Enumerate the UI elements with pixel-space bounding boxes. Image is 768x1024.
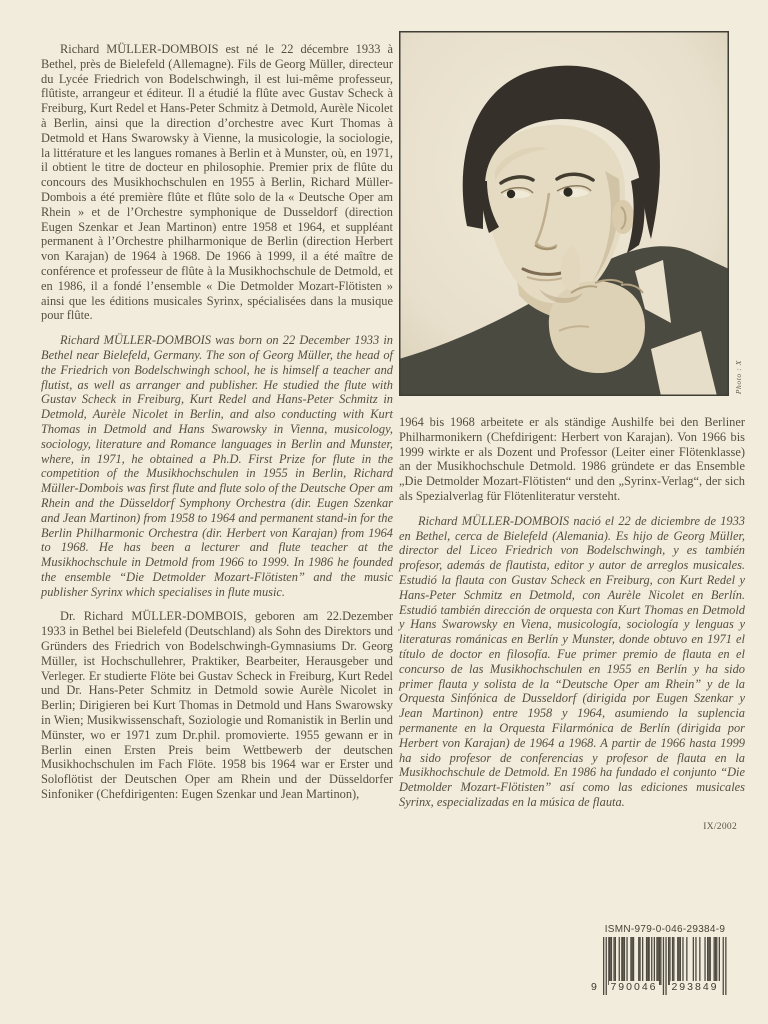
paragraph-spanish: Richard MÜLLER-DOMBOIS nació el 22 de diciembre de 1933 en Bethel, cerca de Bielefeld (Alemania). Es hijo de Georg Müller, director del Liceo Friedrich von Bodelschwingh, y es también profesor, además de flautista, editor y autor de arreglos musicales. Estudió la flauta con Gustav Scheck en Freiburg, con Kurt Redel y Hans-Peter Schmitz en Detmold, con Aurèle Nicolet en Berlín. Estudió también dirección de orquesta con Kurt Thomas en Detmold y Hans Swarowsky en Viena, musicología, sociología y lenguas y literaturas románicas en Berlín y Munster, donde obtuvo en 1971 el título de doctor en filosofía. Fue primer premio de flauta en el concurso de las Musikhochschulen en 1955 en Berlín y ha sido primer flauta y solista de la “Deutsche Oper am Rhein” y de la Orquesta Sinfónica de Dusseldorf (dirigida por Eugen Szenkar y Jean Martinon) entre 1958 y 1964, asumiendo la suplencia permanente en la Orquesta Filarmónica de Berlín (dirigida por Herbert von Karajan) de 1964 a 1968. A partir de 1966 hasta 1999 ha sido profesor de conferencias y profesor de flauta en la Musikhochschule de Detmold. En 1986 ha fundado el conjunto “Die Detmolder Mozart-Flötisten” así como las ediciones musicales Syrinx, especializadas en la música de flauta.	[399, 513, 745, 809]
right-column	[399, 31, 745, 835]
barcode-block	[590, 924, 740, 997]
photo-credit: Photo : X	[734, 359, 743, 394]
paragraph-german-continued: 1964 bis 1968 arbeitete er als ständige Aushilfe bei den Berliner Philharmonikern (Chefdirigent: Herbert von Karajan). Von 1966 bis 1999 wirkte er als Dozent und Professor (Leiter einer Flötenklasse) an der Musikhochschule Detmold. 1986 gründete er das Ensemble „Die Detmolder Mozart-Flötisten“ und den „Syrinx-Verlag“, der sich als Spezialverlag für Flötenliteratur versteht.	[399, 415, 745, 503]
ismn-label: ISMN-979-0-046-29384-9	[604, 924, 726, 935]
portrait-photo	[399, 31, 729, 396]
paragraph-english: Richard MÜLLER-DOMBOIS was born on 22 December 1933 in Bethel near Bielefeld, Germany. The son of Georg Müller, the head of the Friedrich von Bodelschwingh school, he is himself a teacher and flutist, as well as arranger and publisher. He studied the flute with Gustav Scheck in Freiburg, Kurt Redel and Hans-Peter Schmitz in Detmold, Aurèle Nicolet in Berlin, and also conducting with Kurt Thomas in Detmold and Hans Swarowsky in Vienna, musicology, sociology, literature and Romance languages in Berlin and Munster, where, in 1971, he obtained a Ph.D. First Prize for flute in the competition of the Musikhochschulen in 1955 in Berlin, Richard Müller-Dombois was first flute and flute solo of the Deutsche Oper am Rhein and the Düsseldorf Symphony Orchestra (dir. Eugen Szenkar and Jean Martinon) from 1958 to 1964 and permanent stand-in for the Berlin Philharmonic Orchestra (dir. Herbert von Karajan) from 1964 to 1968. He has been a lecturer and flute teacher at the Musikhochschule in Detmold from 1966 to 1999. In 1986 he founded the ensemble “Die Detmolder Mozart-Flötisten” and the music publisher Syrinx which specialises in flute music.	[41, 333, 393, 599]
edition-mark: IX/2002	[703, 821, 737, 832]
paragraph-french: Richard MÜLLER-DOMBOIS est né le 22 décembre 1933 à Bethel, près de Bielefeld (Allemagne). Fils de Georg Müller, directeur du Lycée Friedrich von Bodelschwingh, il est lui-même professeur, flûtiste, arrangeur et éditeur. Il a étudié la flûte avec Gustav Scheck à Freiburg, Kurt Redel et Hans-Peter Schmitz à Detmold, Aurèle Nicolet à Berlin, ainsi que la direction d’orchestre avec Kurt Thomas à Detmold et Hans Swarowsky à Vienne, la musicologie, la sociologie, la littérature et les langues romanes à Berlin et à Munster, où, en 1971, il obtient le titre de docteur en philosophie. Premier prix de flûte du concours des Musikhochschulen en 1955 à Berlin, Richard Müller-Dombois a été première flûte et flûte solo de la « Deutsche Oper am Rhein » et de l’Orchestre symphonique de Dusseldorf (direction Eugen Szenkar et Jean Martinon) entre 1958 et 1964, et suppléant permanent à l’Orchestre philharmonique de Berlin (direction Herbert von Karajan) de 1964 à 1968. De 1966 à 1999, il a été maître de conférence et professeur de flûte à la Musikhochschule de Detmold, et en 1986, il a fondé l’ensemble « Die Detmolder Mozart-Flötisten » ainsi que les éditions musicales Syrinx, spécialisées dans la musique pour flûte.	[41, 42, 393, 323]
barcode-digit-group-right: 293849	[671, 981, 719, 993]
paragraph-german: Dr. Richard MÜLLER-DOMBOIS, geboren am 22.Dezember 1933 in Bethel bei Bielefeld (Deutschland) als Sohn des Direktors und Gründers des Friedrich von Bodelschwingh-Gymnasiums Dr. Georg Müller, ist Hochschullehrer, Praktiker, Bearbeiter, Herausgeber und Verleger. Er studierte Flöte bei Gustav Scheck in Freiburg, Kurt Redel und Dr. Hans-Peter Schmitz in Detmold sowie Aurèle Nicolet in Berlin; Dirigieren bei Kurt Thomas in Detmold und Hans Swarowsky in Wien; Musikwissenschaft, Soziologie und Romanistik in Berlin und Münster, wo er 1971 zum Dr.phil. promovierte. 1955 gewann er in Berlin einen Ersten Preis beim Wettbewerb der deutschen Musikhochschulen im Fach Flöte. 1958 bis 1964 war er Erster und Soloflötist der Deutschen Oper am Rhein und der Düsseldorfer Sinfoniker (Chefdirigenten: Eugen Szenkar und Jean Martinon),	[41, 609, 393, 802]
portrait-photo-frame	[399, 31, 743, 396]
left-column	[41, 42, 393, 812]
barcode-digit-group-left: 790046	[610, 981, 658, 993]
barcode-bars-wrap	[590, 937, 740, 997]
barcode-digit-prefix: 9	[591, 981, 597, 993]
